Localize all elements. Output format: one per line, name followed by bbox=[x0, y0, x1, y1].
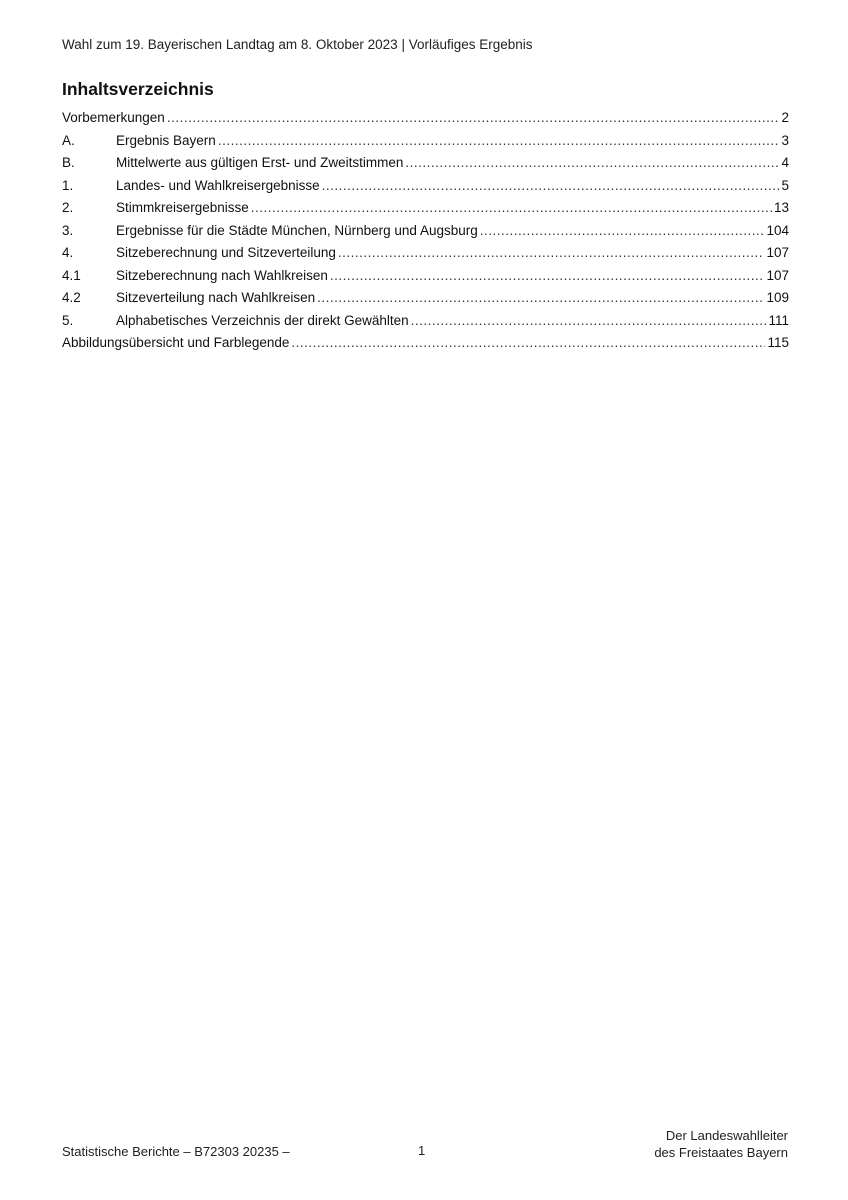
toc-entry-sitzeberechnung-verteilung[interactable] bbox=[62, 242, 789, 265]
toc-entry-page: 104 bbox=[766, 222, 789, 238]
toc-entry-page: 109 bbox=[766, 290, 789, 305]
footer-publisher-line1: Der Landeswahlleiter bbox=[665, 1128, 788, 1143]
toc-entry-number: 1. bbox=[62, 177, 74, 193]
toc-entry-sitzeverteilung-wahlkreise[interactable] bbox=[62, 287, 789, 310]
toc-dot-leader bbox=[291, 332, 765, 355]
toc-entry-mittelwerte[interactable] bbox=[62, 152, 789, 175]
toc-entry-page: 13 bbox=[773, 200, 789, 215]
toc-entry-label: Ergebnis Bayern bbox=[116, 132, 216, 148]
toc-entry-number: 3. bbox=[62, 222, 74, 238]
toc-entry-abbildungsuebersicht[interactable] bbox=[62, 332, 789, 355]
toc-entry-page: 107 bbox=[766, 245, 789, 260]
toc-dot-leader bbox=[405, 152, 779, 175]
toc-dot-leader bbox=[330, 265, 765, 288]
toc-dot-leader bbox=[218, 130, 780, 153]
toc-entry-label: Sitzeberechnung und Sitzeverteilung bbox=[116, 245, 336, 260]
toc-entry-label: Stimmkreisergebnisse bbox=[116, 200, 249, 215]
toc-entry-label: Sitzeverteilung nach Wahlkreisen bbox=[116, 290, 316, 305]
running-header: Wahl zum 19. Bayerischen Landtag am 8. Oktober 2023 | Vorläufiges Ergebnis bbox=[62, 37, 533, 52]
toc-entry-number: 4. bbox=[62, 245, 74, 260]
footer-publisher bbox=[654, 1127, 788, 1161]
toc-dot-leader bbox=[322, 175, 780, 198]
toc-entry-vorbemerkungen[interactable] bbox=[62, 107, 789, 130]
toc-dot-leader bbox=[411, 310, 767, 333]
toc-entry-page: 3 bbox=[781, 132, 789, 148]
toc-dot-leader bbox=[317, 287, 764, 310]
toc-entry-label: Abbildungsübersicht und Farblegende bbox=[62, 335, 290, 350]
toc-entry-number: 4.1 bbox=[62, 267, 81, 283]
toc-entry-number: 4.2 bbox=[62, 290, 81, 305]
toc-entry-number: 5. bbox=[62, 312, 74, 328]
toc-entry-page: 111 bbox=[768, 312, 789, 328]
toc-entry-direkt-gewaehlte[interactable] bbox=[62, 310, 789, 333]
toc-entry-ergebnis-bayern[interactable] bbox=[62, 130, 789, 153]
toc-entry-page: 5 bbox=[781, 177, 789, 193]
toc-entry-label: Ergebnisse für die Städte München, Nürnberg und Augsburg bbox=[116, 222, 478, 238]
toc-entry-stimmkreisergebnisse[interactable] bbox=[62, 197, 789, 220]
toc-entry-staedte-ergebnisse[interactable] bbox=[62, 220, 789, 243]
toc-entry-label: Mittelwerte aus gültigen Erst- und Zweitstimmen bbox=[116, 155, 404, 170]
toc-entry-label: Vorbemerkungen bbox=[62, 110, 165, 125]
toc-entry-number: B. bbox=[62, 155, 75, 170]
footer-publisher-line2: des Freistaates Bayern bbox=[654, 1145, 788, 1160]
toc-entry-number: 2. bbox=[62, 200, 74, 215]
toc-dot-leader bbox=[251, 197, 772, 220]
toc-entry-sitzeberechnung-wahlkreise[interactable] bbox=[62, 265, 789, 288]
table-of-contents bbox=[62, 107, 789, 355]
footer-page-number: 1 bbox=[418, 1143, 426, 1158]
toc-entry-page: 115 bbox=[767, 335, 789, 350]
toc-dot-leader bbox=[167, 107, 780, 130]
footer-series: Statistische Berichte – B72303 20235 – bbox=[62, 1144, 290, 1159]
toc-title: Inhaltsverzeichnis bbox=[62, 79, 214, 99]
toc-entry-label: Landes- und Wahlkreisergebnisse bbox=[116, 177, 320, 193]
toc-entry-label: Sitzeberechnung nach Wahlkreisen bbox=[116, 267, 328, 283]
toc-entry-landes-wahlkreisergebnisse[interactable] bbox=[62, 175, 789, 198]
toc-dot-leader bbox=[480, 220, 765, 243]
toc-dot-leader bbox=[338, 242, 765, 265]
toc-entry-page: 107 bbox=[766, 267, 789, 283]
toc-entry-number: A. bbox=[62, 132, 75, 148]
toc-entry-page: 4 bbox=[781, 155, 789, 170]
toc-entry-label: Alphabetisches Verzeichnis der direkt Gewählten bbox=[116, 312, 409, 328]
toc-entry-page: 2 bbox=[781, 110, 789, 125]
